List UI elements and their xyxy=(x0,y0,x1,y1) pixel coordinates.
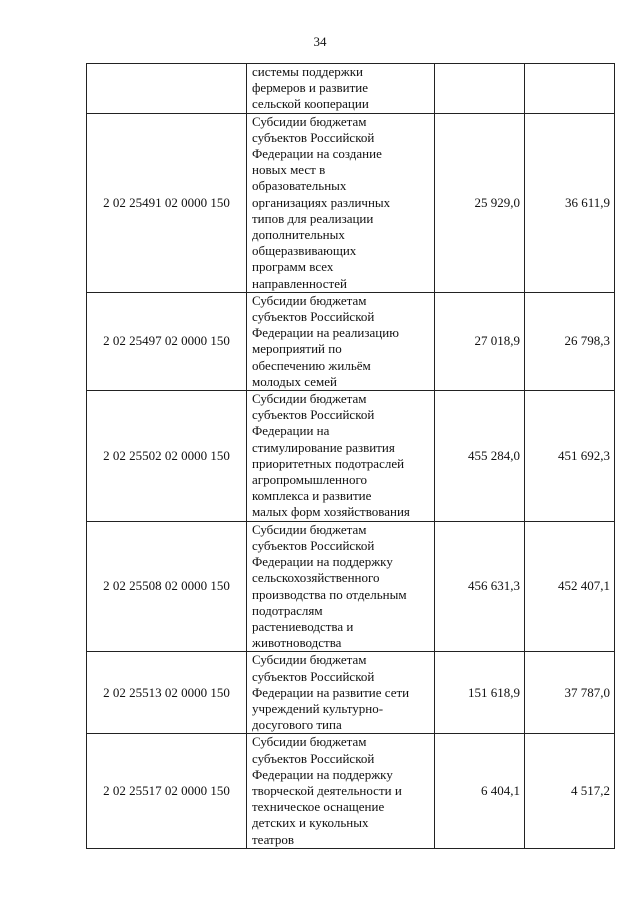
description-line: растениеводства и xyxy=(252,618,354,634)
description-line: субъектов Российской xyxy=(252,750,375,766)
description-line: обеспечению жильём xyxy=(252,357,371,373)
description-line: программ всех xyxy=(252,259,334,275)
row-description xyxy=(247,113,435,292)
row-code: 2 02 25517 02 0000 150 xyxy=(87,734,247,848)
description-line: Субсидии бюджетам xyxy=(252,391,367,407)
description-line: стимулирование развития xyxy=(252,439,395,455)
description-line: дополнительных xyxy=(252,227,345,243)
table-body xyxy=(87,64,615,849)
row-code: 2 02 25497 02 0000 150 xyxy=(87,292,247,390)
row-value-year1: 151 618,9 xyxy=(435,652,525,734)
table-row xyxy=(87,391,615,522)
row-value-year1: 27 018,9 xyxy=(435,292,525,390)
description-line: молодых семей xyxy=(252,373,337,389)
description-line: Федерации на поддержку xyxy=(252,766,393,782)
description-line: детских и кукольных xyxy=(252,815,369,831)
row-code xyxy=(87,64,247,114)
table-row xyxy=(87,292,615,390)
row-code: 2 02 25508 02 0000 150 xyxy=(87,521,247,652)
description-line: мероприятий по xyxy=(252,341,342,357)
row-code: 2 02 25513 02 0000 150 xyxy=(87,652,247,734)
description-line: субъектов Российской xyxy=(252,668,375,684)
description-line: субъектов Российской xyxy=(252,309,375,325)
row-value-year1: 455 284,0 xyxy=(435,391,525,522)
description-line: Федерации на xyxy=(252,423,330,439)
table-row xyxy=(87,64,615,114)
row-description xyxy=(247,64,435,114)
row-description xyxy=(247,292,435,390)
description-line: комплекса и развитие xyxy=(252,488,372,504)
description-line: малых форм хозяйствования xyxy=(252,504,410,520)
row-value-year1: 456 631,3 xyxy=(435,521,525,652)
description-line: Субсидии бюджетам xyxy=(252,652,367,668)
row-value-year2: 36 611,9 xyxy=(525,113,615,292)
description-line: Субсидии бюджетам xyxy=(252,521,367,537)
table-row xyxy=(87,113,615,292)
row-value-year2: 451 692,3 xyxy=(525,391,615,522)
description-line: подотраслям xyxy=(252,602,323,618)
description-line: Федерации на развитие сети xyxy=(252,684,410,700)
description-line: сельской кооперации xyxy=(252,96,369,112)
description-line: Субсидии бюджетам xyxy=(252,734,367,750)
description-line: досугового типа xyxy=(252,717,342,733)
description-line: животноводства xyxy=(252,635,342,651)
row-value-year2: 452 407,1 xyxy=(525,521,615,652)
description-line: агропромышленного xyxy=(252,472,367,488)
description-line: фермеров и развитие xyxy=(252,80,368,96)
description-line: сельскохозяйственного xyxy=(252,570,380,586)
row-value-year1 xyxy=(435,64,525,114)
row-description xyxy=(247,734,435,848)
description-line: Субсидии бюджетам xyxy=(252,113,367,129)
description-line: Федерации на создание xyxy=(252,146,382,162)
description-line: производства по отдельным xyxy=(252,586,407,602)
row-description xyxy=(247,391,435,522)
description-line: субъектов Российской xyxy=(252,129,375,145)
table-row xyxy=(87,734,615,848)
row-value-year1: 25 929,0 xyxy=(435,113,525,292)
description-line: учреждений культурно- xyxy=(252,700,384,716)
budget-table xyxy=(86,63,615,849)
description-line: субъектов Российской xyxy=(252,537,375,553)
description-line: организациях различных xyxy=(252,194,391,210)
description-line: Федерации на реализацию xyxy=(252,325,399,341)
description-line: театров xyxy=(252,831,295,847)
description-line: общеразвивающих xyxy=(252,243,357,259)
row-value-year2: 37 787,0 xyxy=(525,652,615,734)
row-value-year2: 26 798,3 xyxy=(525,292,615,390)
page-number: 34 xyxy=(313,34,327,49)
description-line: творческой деятельности и xyxy=(252,782,402,798)
row-description xyxy=(247,652,435,734)
description-line: Федерации на поддержку xyxy=(252,554,393,570)
row-value-year2: 4 517,2 xyxy=(525,734,615,848)
row-value-year1: 6 404,1 xyxy=(435,734,525,848)
description-line: типов для реализации xyxy=(252,210,374,226)
row-code: 2 02 25491 02 0000 150 xyxy=(87,113,247,292)
row-description xyxy=(247,521,435,652)
table-row xyxy=(87,652,615,734)
description-line: техническое оснащение xyxy=(252,799,385,815)
table-row xyxy=(87,521,615,652)
description-line: Субсидии бюджетам xyxy=(252,292,367,308)
description-line: образовательных xyxy=(252,178,347,194)
row-value-year2 xyxy=(525,64,615,114)
description-line: субъектов Российской xyxy=(252,407,375,423)
row-code: 2 02 25502 02 0000 150 xyxy=(87,391,247,522)
description-line: системы поддержки xyxy=(252,64,363,79)
description-line: новых мест в xyxy=(252,162,326,178)
description-line: направленностей xyxy=(252,275,347,291)
description-line: приоритетных подотраслей xyxy=(252,455,405,471)
